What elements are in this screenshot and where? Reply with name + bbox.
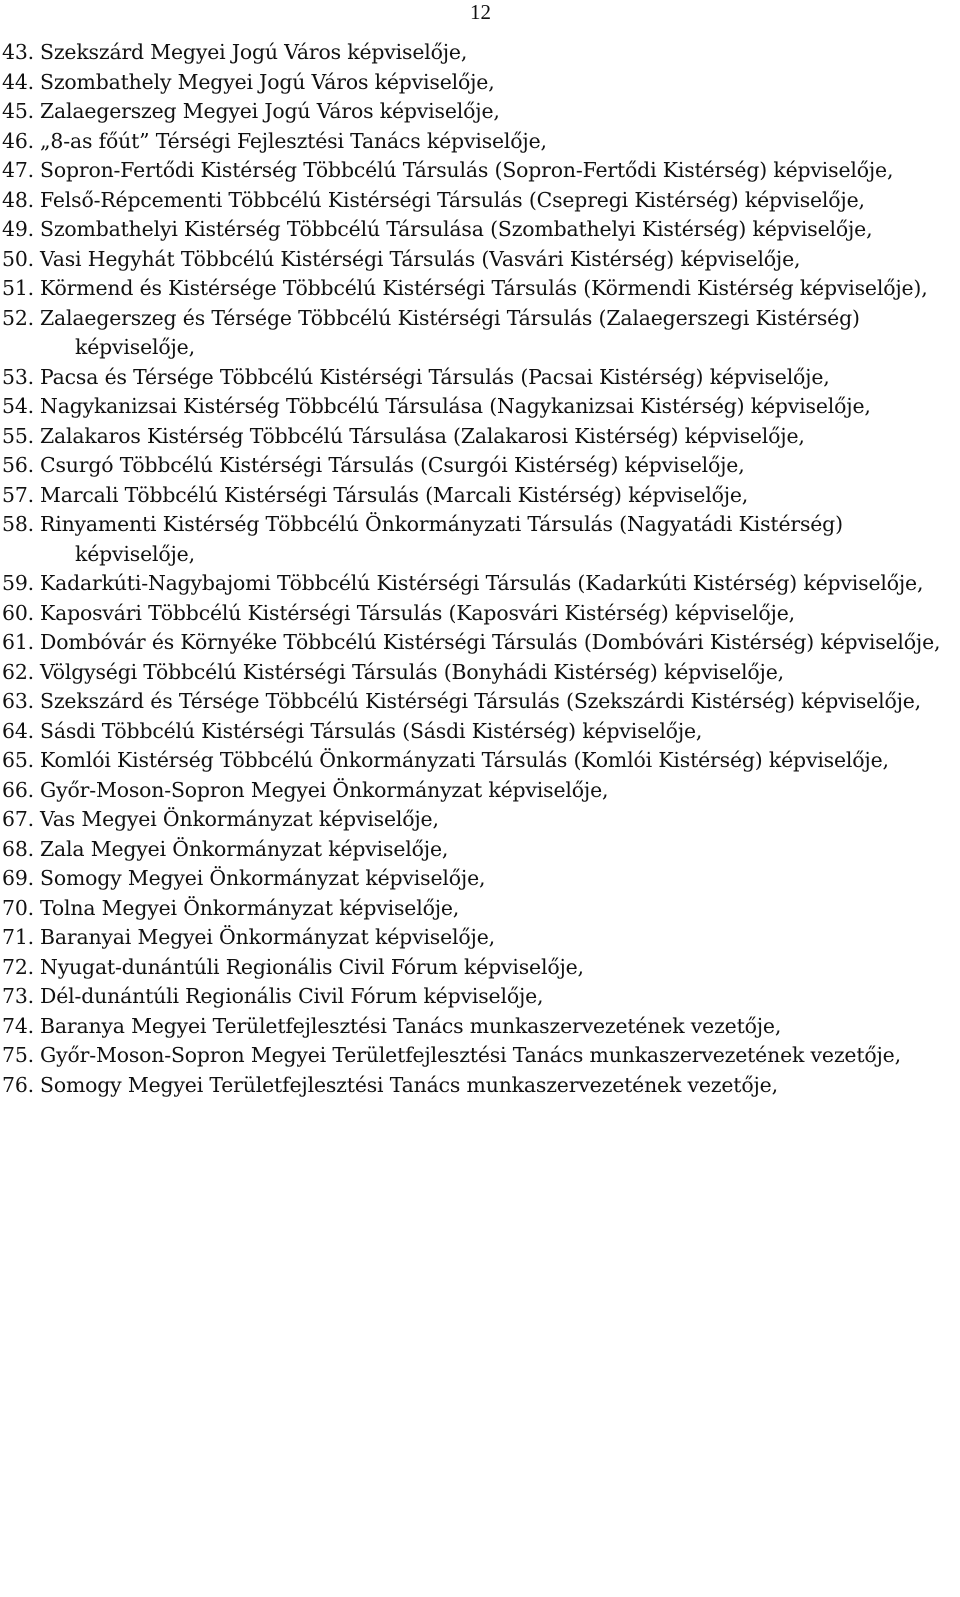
list-item-text: Zalaegerszeg Megyei Jogú Város képviselője, bbox=[40, 99, 500, 123]
list-item bbox=[2, 746, 958, 776]
list-item bbox=[2, 304, 958, 363]
list-item bbox=[2, 805, 958, 835]
list-item-text: Tolna Megyei Önkormányzat képviselője, bbox=[40, 895, 460, 920]
list-item bbox=[2, 245, 958, 275]
list-item-text: Csurgó Többcélú Kistérségi Társulás (Csurgói Kistérség) képviselője, bbox=[40, 453, 745, 477]
list-item bbox=[2, 864, 958, 894]
list-item bbox=[2, 392, 958, 422]
list-item bbox=[2, 982, 958, 1012]
list-item-text: Komlói Kistérség Többcélú Önkormányzati Társulás (Komlói Kistérség) képviselője, bbox=[40, 748, 889, 772]
list-item-number: 46. bbox=[2, 128, 34, 153]
list-item-number: 68. bbox=[2, 836, 34, 861]
list-item-number: 74. bbox=[2, 1013, 34, 1038]
list-item-text: Somogy Megyei Önkormányzat képviselője, bbox=[40, 866, 486, 890]
list-item bbox=[2, 599, 958, 629]
list-item-number: 69. bbox=[2, 866, 34, 890]
list-item-text: Pacsa és Térsége Többcélú Kistérségi Társulás (Pacsai Kistérség) képviselője, bbox=[40, 364, 830, 389]
list-item-number: 59. bbox=[2, 571, 34, 595]
list-item-number: 49. bbox=[2, 217, 34, 241]
list-item bbox=[2, 658, 958, 688]
list-item-text: Sásdi Többcélú Kistérségi Társulás (Sásdi Kistérség) képviselője, bbox=[40, 718, 703, 743]
list-item-number: 43. bbox=[2, 40, 34, 64]
list-item-text: Nagykanizsai Kistérség Többcélú Társulása (Nagykanizsai Kistérség) képviselője, bbox=[40, 394, 871, 418]
list-item-number: 61. bbox=[2, 630, 34, 654]
list-item bbox=[2, 1012, 958, 1042]
list-item-text: Völgységi Többcélú Kistérségi Társulás (Bonyhádi Kistérség) képviselője, bbox=[40, 659, 784, 684]
list-item bbox=[2, 274, 958, 304]
list-item-text: Szombathelyi Kistérség Többcélú Társulása (Szombathelyi Kistérség) képviselője, bbox=[40, 217, 873, 241]
list-item-number: 54. bbox=[2, 394, 34, 418]
list-item bbox=[2, 1041, 958, 1071]
list-item-number: 57. bbox=[2, 482, 34, 507]
list-item-number: 70. bbox=[2, 895, 34, 920]
list-item-number: 75. bbox=[2, 1043, 34, 1067]
list-item-text: Kaposvári Többcélú Kistérségi Társulás (Kaposvári Kistérség) képviselője, bbox=[40, 600, 795, 625]
list-item-number: 71. bbox=[2, 925, 34, 949]
list-item bbox=[2, 953, 958, 983]
list-item bbox=[2, 923, 958, 953]
list-item-number: 58. bbox=[2, 512, 34, 536]
list-item-text: Zalakaros Kistérség Többcélú Társulása (Zalakarosi Kistérség) képviselője, bbox=[40, 423, 805, 448]
list-item-number: 64. bbox=[2, 718, 34, 743]
list-item bbox=[2, 68, 958, 98]
list-item-number: 50. bbox=[2, 246, 34, 271]
list-item-number: 67. bbox=[2, 807, 34, 831]
list-item bbox=[2, 510, 958, 569]
list-item-number: 60. bbox=[2, 600, 34, 625]
page-number: 12 bbox=[470, 0, 491, 24]
list-item-number: 55. bbox=[2, 423, 34, 448]
list-item bbox=[2, 215, 958, 245]
list-item-number: 51. bbox=[2, 276, 34, 300]
list-item bbox=[2, 186, 958, 216]
list-item-text: Kadarkúti-Nagybajomi Többcélú Kistérségi Társulás (Kadarkúti Kistérség) képviselője, bbox=[40, 571, 924, 595]
member-list bbox=[2, 38, 958, 1100]
list-item-text: „8-as főút” Térségi Fejlesztési Tanács képviselője, bbox=[40, 128, 547, 153]
list-item bbox=[2, 894, 958, 924]
list-item-text: Marcali Többcélú Kistérségi Társulás (Marcali Kistérség) képviselője, bbox=[40, 482, 749, 507]
list-item-text: Vasi Hegyhát Többcélú Kistérségi Társulás (Vasvári Kistérség) képviselője, bbox=[40, 246, 801, 271]
list-item bbox=[2, 481, 958, 511]
list-item bbox=[2, 363, 958, 393]
list-item-number: 53. bbox=[2, 364, 34, 389]
list-item bbox=[2, 628, 958, 658]
list-item-text: Győr-Moson-Sopron Megyei Önkormányzat képviselője, bbox=[40, 777, 609, 802]
list-item-text: Szekszárd és Térsége Többcélú Kistérségi Társulás (Szekszárdi Kistérség) képviselője, bbox=[40, 689, 922, 713]
list-item-text: Zalaegerszeg és Térsége Többcélú Kistérségi Társulás (Zalaegerszegi Kistérség) képviselője, bbox=[40, 305, 860, 359]
list-item-number: 72. bbox=[2, 954, 34, 979]
list-item-number: 66. bbox=[2, 777, 34, 802]
list-item-text: Győr-Moson-Sopron Megyei Területfejlesztési Tanács munkaszervezetének vezetője, bbox=[40, 1043, 901, 1067]
list-item bbox=[2, 156, 958, 186]
list-item bbox=[2, 97, 958, 127]
list-item-number: 56. bbox=[2, 453, 34, 477]
list-item bbox=[2, 1071, 958, 1101]
list-item bbox=[2, 687, 958, 717]
list-item-number: 44. bbox=[2, 69, 34, 94]
list-item-text: Felső-Répcementi Többcélú Kistérségi Társulás (Csepregi Kistérség) képviselője, bbox=[40, 187, 865, 212]
list-item bbox=[2, 835, 958, 865]
list-item bbox=[2, 717, 958, 747]
list-item-number: 45. bbox=[2, 99, 34, 123]
list-item bbox=[2, 569, 958, 599]
list-item-text: Körmend és Kistérsége Többcélú Kistérségi Társulás (Körmendi Kistérség képviselője), bbox=[40, 276, 928, 300]
list-item-number: 65. bbox=[2, 748, 34, 772]
list-item-text: Rinyamenti Kistérség Többcélú Önkormányzati Társulás (Nagyatádi Kistérség) képviselője, bbox=[40, 512, 843, 566]
list-item bbox=[2, 38, 958, 68]
list-item-number: 52. bbox=[2, 305, 34, 330]
list-item-number: 47. bbox=[2, 158, 34, 182]
list-item bbox=[2, 776, 958, 806]
list-item bbox=[2, 127, 958, 157]
list-item-text: Dombóvár és Környéke Többcélú Kistérségi Társulás (Dombóvári Kistérség) képviselője, bbox=[40, 630, 941, 654]
list-item-text: Szekszárd Megyei Jogú Város képviselője, bbox=[40, 40, 468, 64]
list-item-text: Baranya Megyei Területfejlesztési Tanács munkaszervezetének vezetője, bbox=[40, 1013, 782, 1038]
list-item-text: Nyugat-dunántúli Regionális Civil Fórum képviselője, bbox=[40, 954, 584, 979]
list-item-text: Sopron-Fertődi Kistérség Többcélú Társulás (Sopron-Fertődi Kistérség) képviselője, bbox=[40, 158, 894, 182]
list-item-number: 76. bbox=[2, 1072, 34, 1097]
list-item-number: 73. bbox=[2, 984, 34, 1008]
list-item-number: 48. bbox=[2, 187, 34, 212]
list-item bbox=[2, 451, 958, 481]
list-item-text: Baranyai Megyei Önkormányzat képviselője, bbox=[40, 925, 495, 949]
list-item-text: Dél-dunántúli Regionális Civil Fórum képviselője, bbox=[40, 984, 544, 1008]
list-item-text: Somogy Megyei Területfejlesztési Tanács munkaszervezetének vezetője, bbox=[40, 1072, 778, 1097]
list-item-number: 62. bbox=[2, 659, 34, 684]
list-item-number: 63. bbox=[2, 689, 34, 713]
list-item-text: Vas Megyei Önkormányzat képviselője, bbox=[40, 807, 439, 831]
list-item bbox=[2, 422, 958, 452]
list-item-text: Zala Megyei Önkormányzat képviselője, bbox=[40, 836, 449, 861]
list-item-text: Szombathely Megyei Jogú Város képviselője, bbox=[40, 69, 495, 94]
